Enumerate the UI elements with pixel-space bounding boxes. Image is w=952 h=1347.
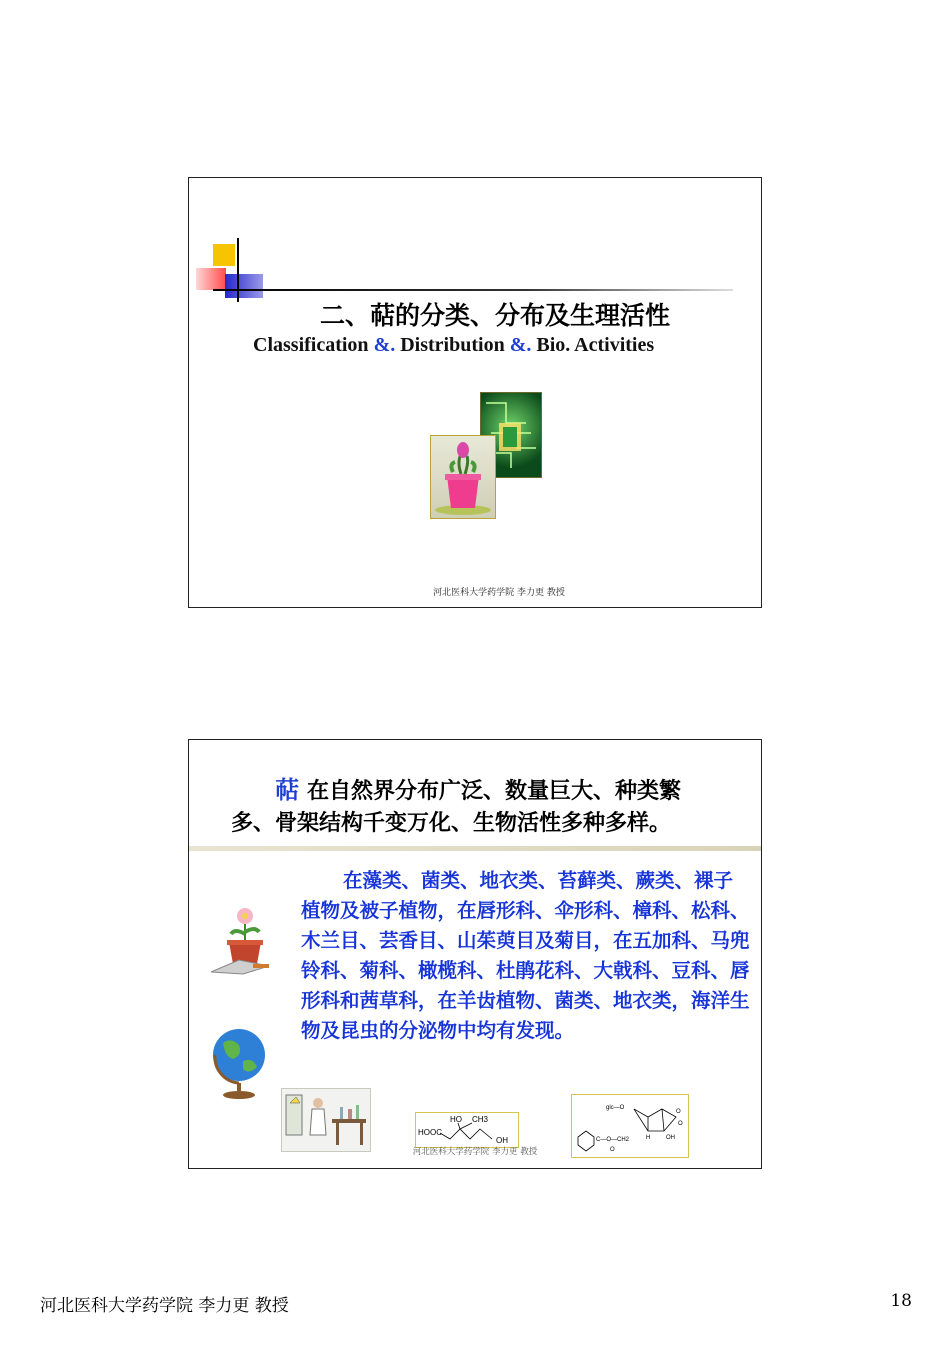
decor-vertical-line bbox=[237, 238, 239, 302]
terpene-keyword: 萜 bbox=[275, 775, 299, 804]
svg-text:H: H bbox=[646, 1135, 651, 1141]
slide-1-footer: 河北医科大学药学院 李力更 教授 bbox=[433, 588, 565, 598]
svg-text:HO: HO bbox=[450, 1115, 462, 1124]
globe-icon bbox=[209, 1025, 269, 1101]
decor-red-square bbox=[196, 268, 226, 290]
slide-2-heading-line-2: 多、骨架结构千变万化、生物活性多种多样。 bbox=[231, 810, 672, 836]
svg-text:C—O—CH2: C—O—CH2 bbox=[596, 1137, 630, 1143]
slide-2-footer: 河北医科大学药学院 李力更 教授 bbox=[412, 1147, 538, 1157]
divider-band bbox=[189, 846, 761, 851]
svg-text:HOOC: HOOC bbox=[418, 1128, 442, 1137]
page-footer: 河北医科大学药学院 李力更 教授 bbox=[40, 1296, 289, 1316]
decor-blue-square bbox=[225, 274, 263, 298]
page-number: 18 bbox=[890, 1291, 912, 1311]
svg-text:O: O bbox=[676, 1109, 681, 1115]
svg-text:CH3: CH3 bbox=[472, 1115, 489, 1124]
decor-horizontal-line bbox=[213, 289, 733, 291]
svg-text:O: O bbox=[610, 1147, 615, 1153]
svg-text:glc—O: glc—O bbox=[606, 1105, 625, 1111]
slide-2-heading-line-1: 萜 在自然界分布广泛、数量巨大、种类繁 bbox=[275, 775, 682, 804]
svg-text:OH: OH bbox=[496, 1136, 508, 1145]
flower-pot-photo bbox=[430, 435, 496, 519]
slide-2 bbox=[188, 739, 762, 1169]
slide-1-title: 二、萜的分类、分布及生理活性 bbox=[319, 301, 670, 330]
flower-pot-icon bbox=[209, 902, 275, 982]
slide-1-subtitle: Classification &. Distribution &. Bio. Activities bbox=[253, 334, 655, 356]
slide-2-body-text: 在藻类、菌类、地衣类、苔藓类、蕨类、裸子植物及被子植物，在唇形科、伞形科、樟科、松科、木兰目、芸香目、山茱萸目及菊目，在五加科、马兜铃科、菊科、橄榄科、杜鹃花科、大戟科、豆科、唇形科和茜草科，在羊齿植物、菌类、地衣类，海洋生物及昆虫的分泌物中均有发现。 bbox=[301, 869, 750, 1042]
chemical-structure-1 bbox=[415, 1112, 519, 1148]
laboratory-icon bbox=[281, 1088, 371, 1152]
decor-yellow-square bbox=[213, 244, 235, 266]
slide-1 bbox=[188, 177, 762, 608]
svg-text:OH: OH bbox=[666, 1135, 675, 1141]
svg-text:O: O bbox=[678, 1121, 683, 1127]
